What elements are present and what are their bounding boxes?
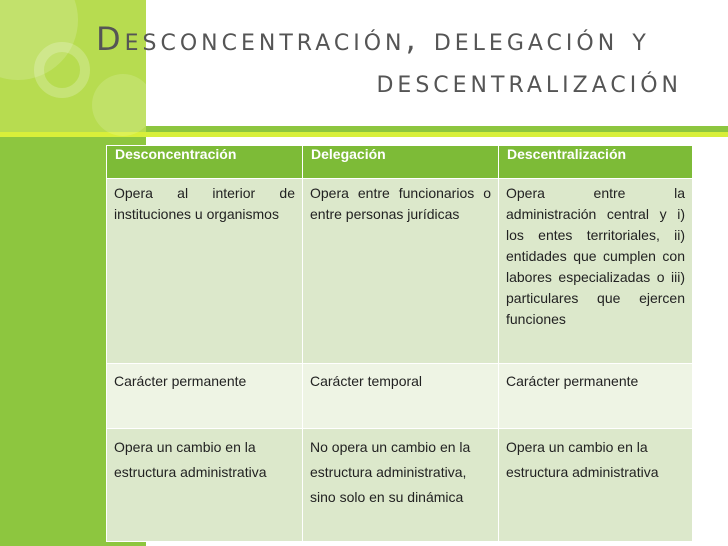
table-row	[107, 429, 693, 542]
header-delegacion: Delegación	[303, 146, 499, 179]
table-cell: Carácter permanente	[107, 364, 303, 429]
table-cell: Opera un cambio en la estructura administrativa	[107, 429, 303, 542]
slide-title-line1: Desconcentración, delegación y	[96, 20, 650, 58]
slide-title	[96, 18, 690, 102]
table-header-row	[107, 146, 693, 179]
table-row	[107, 179, 693, 364]
table-cell: Opera al interior de instituciones u organismos	[107, 179, 303, 364]
title-lime-divider	[146, 132, 728, 137]
table-cell: Opera un cambio en la estructura administrativa	[499, 429, 693, 542]
table-cell: Carácter permanente	[499, 364, 693, 429]
comparison-table	[106, 145, 693, 542]
header-descentralizacion: Descentralización	[499, 146, 693, 179]
table-cell: Carácter temporal	[303, 364, 499, 429]
header-desconcentracion: Desconcentración	[107, 146, 303, 179]
table-cell: No opera un cambio en la estructura administrativa, sino solo en su dinámica	[303, 429, 499, 542]
decor-ring	[34, 42, 90, 98]
table-cell: Opera entre funcionarios o entre personas jurídicas	[303, 179, 499, 364]
table-row	[107, 364, 693, 429]
slide-title-line2: descentralización	[376, 62, 682, 100]
table-cell: Opera entre la administración central y i) los entes territoriales, ii) entidades que cumplen con labores especializadas o iii) particulares que ejercen funciones	[499, 179, 693, 364]
